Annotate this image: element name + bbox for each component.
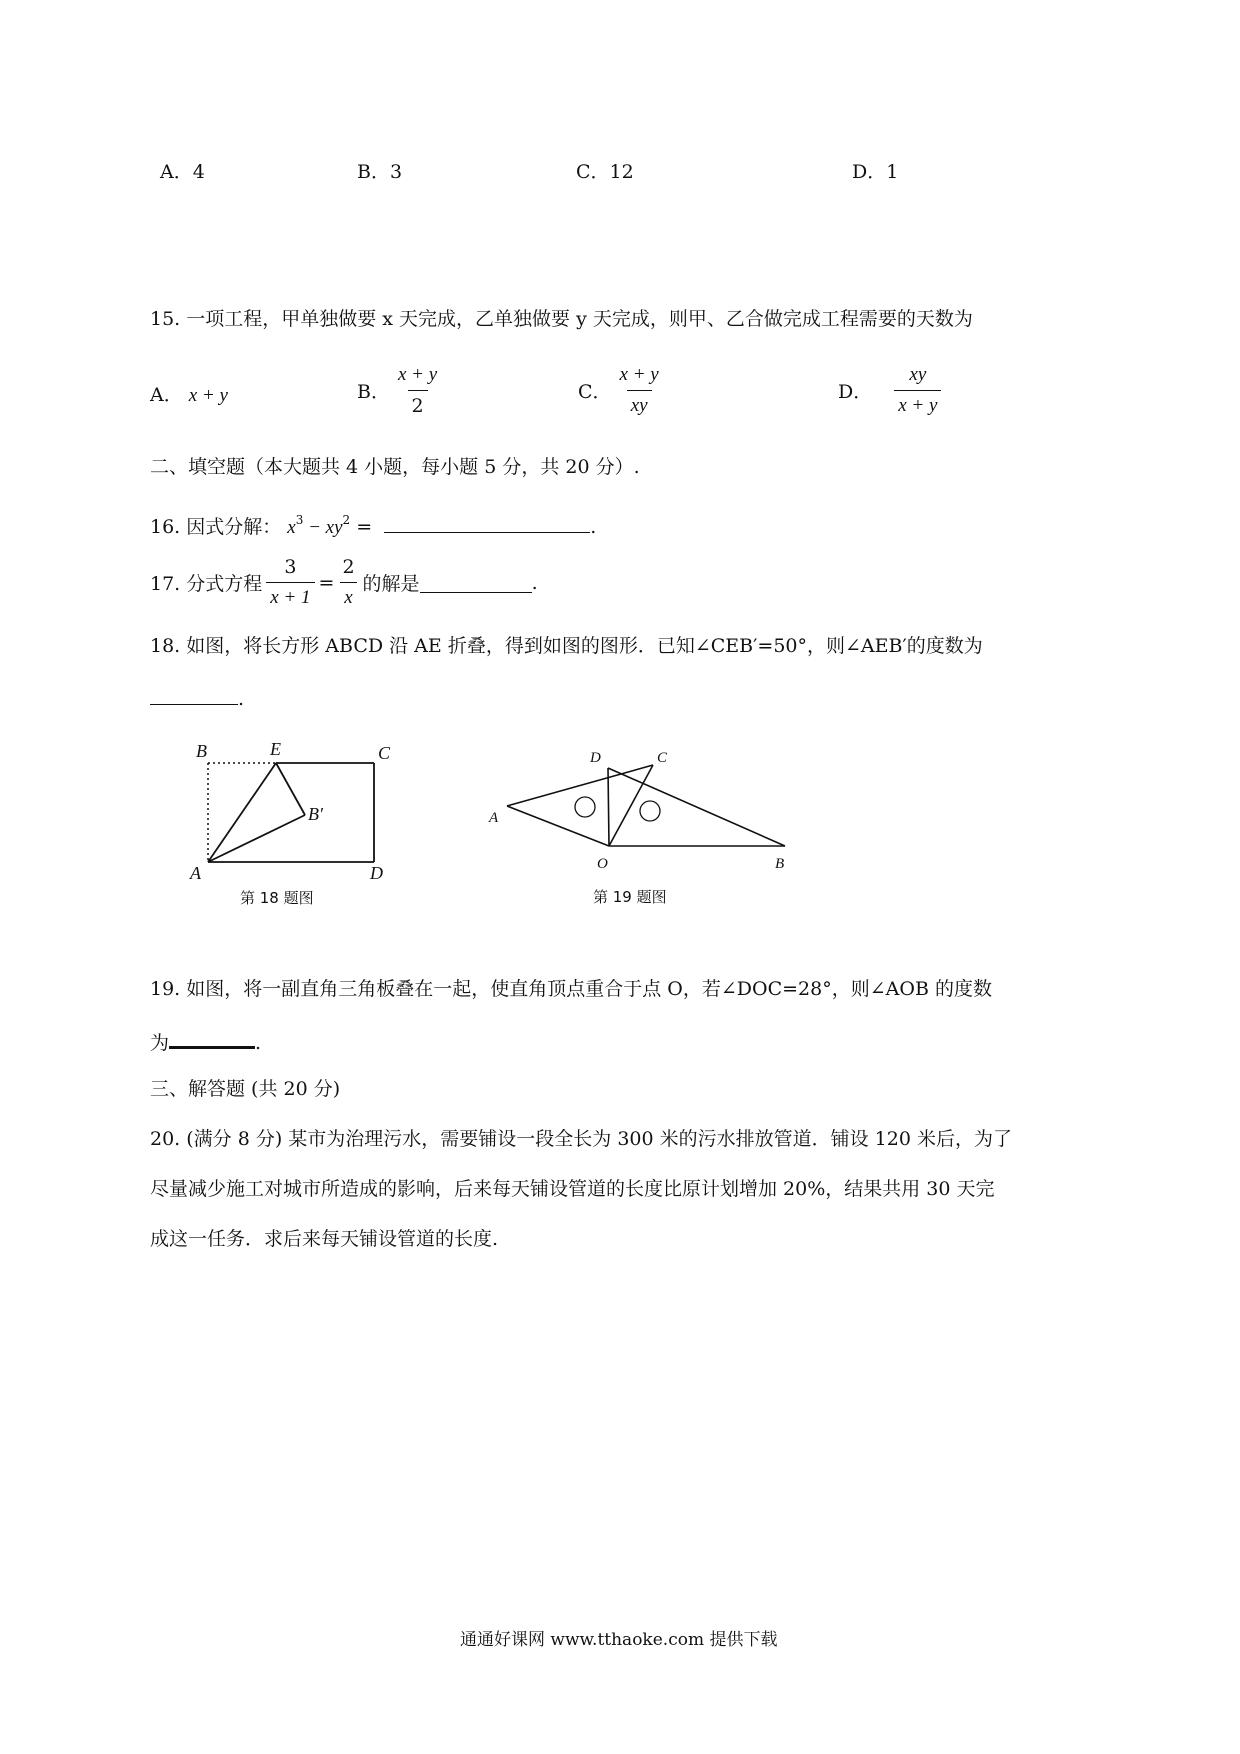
q16-x: x: [287, 517, 296, 538]
fig18-label-Bp: B′: [308, 804, 323, 824]
fig19-edge-DO: [608, 768, 609, 846]
q15-d-denominator: x + y: [894, 390, 941, 417]
figure-19: [485, 740, 795, 910]
q15-option-a: [150, 380, 228, 407]
section2-heading: 二、填空题（本大题共 4 小题，每小题 5 分，共 20 分）.: [150, 456, 640, 478]
figure-18: [180, 735, 410, 910]
q16-minus-xy: − xy: [303, 517, 343, 538]
fig18-edge-ABp: [208, 815, 305, 862]
q19-line2: [150, 1028, 261, 1055]
fig18-label-B: B: [196, 741, 207, 761]
page-footer: 通通好课网 www.tthaoke.com 提供下载: [460, 1630, 778, 1650]
fig19-caption: 第 19 题图: [593, 888, 667, 906]
fig18-fold-AE: [208, 763, 276, 862]
q15-a-label: A．: [150, 384, 183, 406]
q14-option-a: A．4: [160, 161, 205, 183]
fig18-edge-EBp: [276, 763, 305, 815]
q16-prefix: 16. 因式分解：: [150, 516, 282, 538]
q17-prefix: 17. 分式方程: [150, 573, 263, 595]
q17: [150, 556, 538, 609]
section3-heading: 三、解答题 (共 20 分): [150, 1078, 341, 1100]
q15-option-c: [578, 364, 667, 417]
q20-line1: 20. (满分 8 分) 某市为治理污水，需要铺设一段全长为 300 米的污水排放管道．铺设 120 米后，为了: [150, 1128, 1012, 1150]
q18-text: 18. 如图，将长方形 ABCD 沿 AE 折叠，得到如图的图形．已知∠CEB′=50°，则∠AEB′的度数为: [150, 635, 983, 657]
q14-option-c: C．12: [576, 161, 634, 183]
fig18-caption: 第 18 题图: [240, 889, 314, 907]
q15-d-numerator: xy: [909, 364, 927, 385]
q17-equals: =: [318, 571, 335, 594]
q17-lhs-fraction: [266, 556, 314, 609]
fig19-label-B: B: [775, 856, 785, 872]
fig19-label-D: D: [590, 750, 601, 766]
q15-b-label: B．: [357, 381, 390, 403]
q17-lhs-denominator: x + 1: [266, 582, 314, 609]
q15-b-denominator: 2: [408, 390, 428, 417]
q15-c-label: C．: [578, 381, 612, 403]
fig19-hole-left: [575, 797, 595, 817]
q20-line3: 成这一任务．求后来每天铺设管道的长度.: [150, 1228, 499, 1250]
q20-line2: 尽量减少施工对城市所造成的影响，后来每天铺设管道的长度比原计划增加 20%，结果共用 30 天完: [150, 1178, 995, 1200]
fig19-edge-AC: [507, 765, 653, 806]
q16-exp1: 3: [295, 513, 304, 527]
q14-option-d: D．1: [852, 161, 899, 183]
fig19-label-O: O: [597, 856, 608, 872]
fig18-label-D: D: [370, 863, 383, 883]
q19-answer-blank[interactable]: [169, 1028, 255, 1049]
q15-a-expr: x + y: [188, 385, 228, 406]
q15-c-fraction: [616, 364, 663, 417]
q17-end: .: [531, 571, 538, 594]
fig18-label-A: A: [190, 863, 201, 883]
q17-answer-blank[interactable]: [420, 572, 532, 593]
q15-b-numerator: x + y: [397, 364, 438, 385]
q16-end: .: [590, 516, 597, 538]
q15-option-b: [357, 364, 445, 417]
q17-suffix: 的解是: [362, 573, 420, 595]
q15-c-denominator: xy: [627, 390, 652, 417]
q14-option-b: B．3: [357, 161, 403, 183]
q19-prefix: 为: [150, 1032, 170, 1054]
q19-line1: 19. 如图，将一副直角三角板叠在一起，使直角顶点重合于点 O，若∠DOC=28°，则∠AOB 的度数: [150, 978, 992, 1000]
q15-d-label: D．: [838, 381, 873, 403]
q15-b-fraction: [394, 364, 441, 417]
q16-equals: =: [350, 516, 373, 538]
fig18-label-C: C: [378, 743, 391, 763]
fig19-label-A: A: [489, 810, 499, 826]
q16: [150, 512, 596, 539]
q18-answer-line: [150, 686, 244, 710]
q15-d-fraction: [894, 364, 941, 417]
fig19-hole-right: [640, 801, 660, 821]
q17-lhs-numerator: 3: [284, 556, 297, 578]
q17-rhs-fraction: [338, 556, 358, 609]
q16-answer-blank[interactable]: [384, 532, 590, 533]
q17-rhs-denominator: x: [340, 582, 356, 609]
q18-answer-blank[interactable]: [150, 686, 238, 705]
q15-stem: 15. 一项工程，甲单独做要 x 天完成，乙单独做要 y 天完成，则甲、乙合做完成工程需要的天数为: [150, 308, 973, 330]
fig18-label-E: E: [270, 739, 281, 759]
q15-c-numerator: x + y: [619, 364, 659, 385]
q18-end: .: [238, 688, 245, 710]
fig19-label-C: C: [657, 750, 668, 766]
fig19-edge-DB: [608, 768, 785, 846]
fig19-edge-CO: [609, 765, 653, 846]
q17-rhs-numerator: 2: [342, 556, 355, 578]
q16-exp2: 2: [342, 513, 351, 527]
q15-option-d: [838, 364, 945, 417]
q19-end: .: [255, 1032, 262, 1054]
